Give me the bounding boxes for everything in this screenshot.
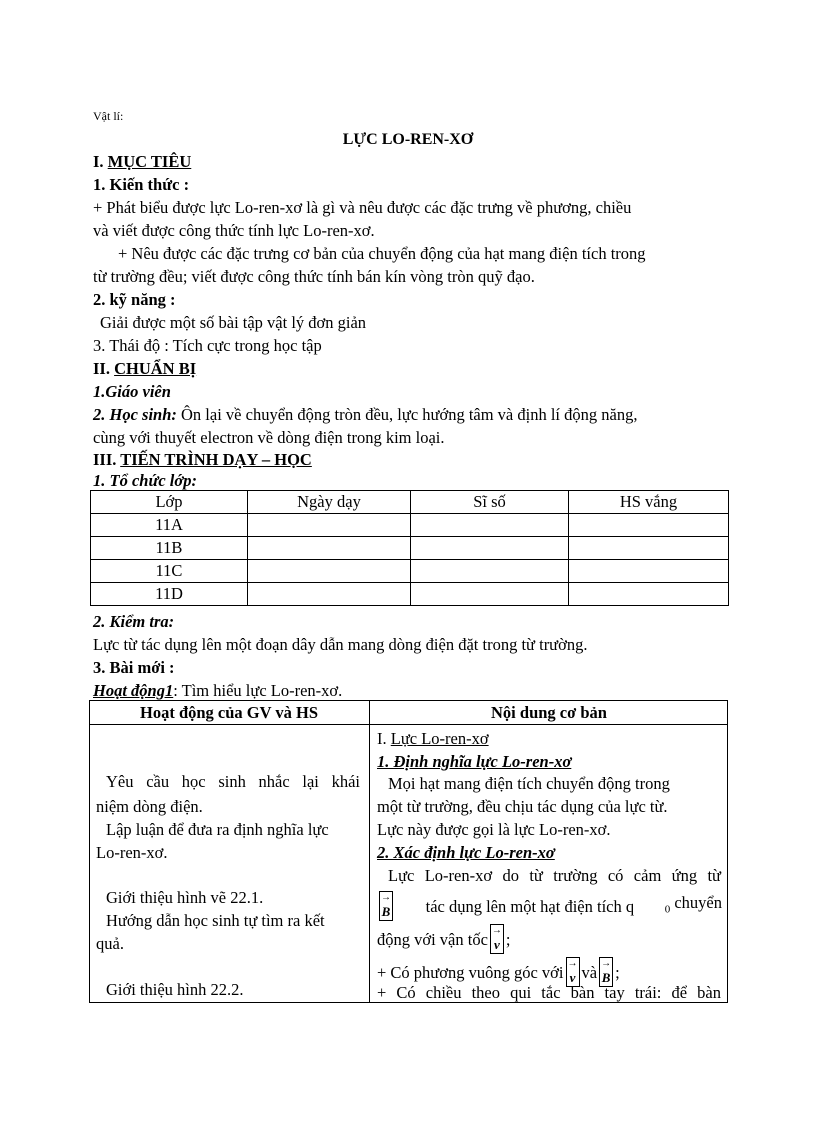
col-header-content: Nội dung cơ bản xyxy=(491,703,607,722)
definition-line-3: Lực này được gọi là lực Lo-ren-xơ. xyxy=(377,820,611,839)
date-cell xyxy=(248,583,411,606)
class-cell: 11B xyxy=(91,537,248,560)
section-1-heading: I. MỤC TIÊU xyxy=(93,152,192,171)
skill-heading: 2. kỹ năng : xyxy=(93,290,176,309)
count-cell xyxy=(411,537,569,560)
direction-line: + Có phương vuông góc với → v và → B ; xyxy=(377,958,620,985)
organization-heading: 1. Tổ chức lớp: xyxy=(93,471,197,490)
date-cell xyxy=(248,537,411,560)
absent-cell xyxy=(569,514,729,537)
table-row xyxy=(91,537,729,560)
header-date: Ngày dạy xyxy=(248,491,411,514)
left-p1-line-2: niệm dòng điện. xyxy=(96,797,203,816)
student-line-1: 2. Học sinh: Ôn lại về chuyển động tròn đều, lực hướng tâm và định lí động năng, xyxy=(93,405,638,424)
count-cell xyxy=(411,514,569,537)
left-p5: Giới thiệu hình 22.2. xyxy=(106,980,244,999)
objective-1-line-1: + Phát biểu được lực Lo-ren-xơ là gì và nêu được các đặc trưng về phương, chiều xyxy=(93,198,632,217)
left-p1-line-1: Yêu cầu học sinh nhắc lại khái xyxy=(106,772,360,791)
absent-cell xyxy=(569,537,729,560)
objective-2-line-2: từ trường đều; viết được công thức tính bán kín vòng tròn quỹ đạo. xyxy=(93,267,535,286)
table-row xyxy=(91,583,729,606)
knowledge-heading: 1. Kiến thức : xyxy=(93,175,190,194)
sense-line: + Có chiều theo qui tắc bàn tay trái: để bàn xyxy=(377,983,721,1002)
check-heading: 2. Kiểm tra: xyxy=(93,612,175,631)
date-cell xyxy=(248,560,411,583)
activity-table-header-rule xyxy=(89,724,728,725)
objective-1-line-2: và viết được công thức tính lực Lo-ren-xơ. xyxy=(93,221,375,240)
section-2-heading: II. CHUẨN BỊ xyxy=(93,359,197,378)
right-section-heading: I. Lực Lo-ren-xơ xyxy=(377,729,489,748)
date-cell xyxy=(248,514,411,537)
activity-1-line: Hoạt động1: Tìm hiểu lực Lo-ren-xơ. xyxy=(93,681,343,700)
teacher-heading: 1.Giáo viên xyxy=(93,382,171,401)
student-line-2: cùng với thuyết electron về dòng điện trong kim loại. xyxy=(93,428,445,447)
page-title: LỰC LO-REN-XƠ xyxy=(342,131,474,148)
objective-2-line-1: + Nêu được các đặc trưng cơ bản của chuyển động của hạt mang điện tích trong xyxy=(118,244,646,263)
header-absent: HS vắng xyxy=(569,491,729,514)
check-text: Lực từ tác dụng lên một đoạn dây dẫn mang dòng điện đặt trong từ trường. xyxy=(93,635,588,654)
activity-table-divider xyxy=(369,700,370,1003)
definition-line-1: Mọi hạt mang điện tích chuyển động trong xyxy=(388,774,670,793)
vector-b-icon: → B xyxy=(381,892,391,920)
determination-line-1: Lực Lo-ren-xơ do từ trường có cảm ứng từ xyxy=(388,866,721,885)
determination-heading: 2. Xác định lực Lo-ren-xơ xyxy=(377,843,555,862)
class-table xyxy=(90,490,729,606)
attitude-text: 3. Thái độ : Tích cực trong học tập xyxy=(93,336,322,355)
definition-line-2: một từ trường, đều chịu tác dụng của lực từ. xyxy=(377,797,668,816)
determination-line-3: động với vận tốc → v ; xyxy=(377,925,511,952)
count-cell xyxy=(411,583,569,606)
absent-cell xyxy=(569,583,729,606)
header-class: Lớp xyxy=(91,491,248,514)
table-row xyxy=(91,514,729,537)
header-count: Sĩ số xyxy=(411,491,569,514)
class-cell: 11D xyxy=(91,583,248,606)
vector-v-icon: → v xyxy=(491,925,502,952)
left-p2-line-1: Lập luận để đưa ra định nghĩa lực xyxy=(106,820,329,839)
class-table-header-row xyxy=(91,491,729,514)
section-3-heading: III. TIẾN TRÌNH DẠY – HỌC xyxy=(93,450,312,469)
class-cell: 11A xyxy=(91,514,248,537)
vector-v-icon: → v xyxy=(567,958,578,985)
table-row xyxy=(91,560,729,583)
left-p4-line-2: quả. xyxy=(96,934,124,953)
definition-heading: 1. Định nghĩa lực Lo-ren-xơ xyxy=(377,752,572,771)
absent-cell xyxy=(569,560,729,583)
vector-b-icon: → B xyxy=(601,958,612,985)
subject-label: Vật lí: xyxy=(93,109,124,123)
determination-line-2: → B tác dụng lên một hạt điện tích q $_0$ chuyển xyxy=(381,892,722,920)
left-p2-line-2: Lo-ren-xơ. xyxy=(96,843,168,862)
left-p3: Giới thiệu hình vẽ 22.1. xyxy=(106,888,264,907)
col-header-activities: Hoạt động của GV và HS xyxy=(139,703,319,722)
new-lesson-heading: 3. Bài mới : xyxy=(93,658,175,677)
left-p4-line-1: Hướng dẫn học sinh tự tìm ra kết xyxy=(106,911,325,930)
class-cell: 11C xyxy=(91,560,248,583)
skill-text: Giải được một số bài tập vật lý đơn giản xyxy=(100,313,367,332)
count-cell xyxy=(411,560,569,583)
